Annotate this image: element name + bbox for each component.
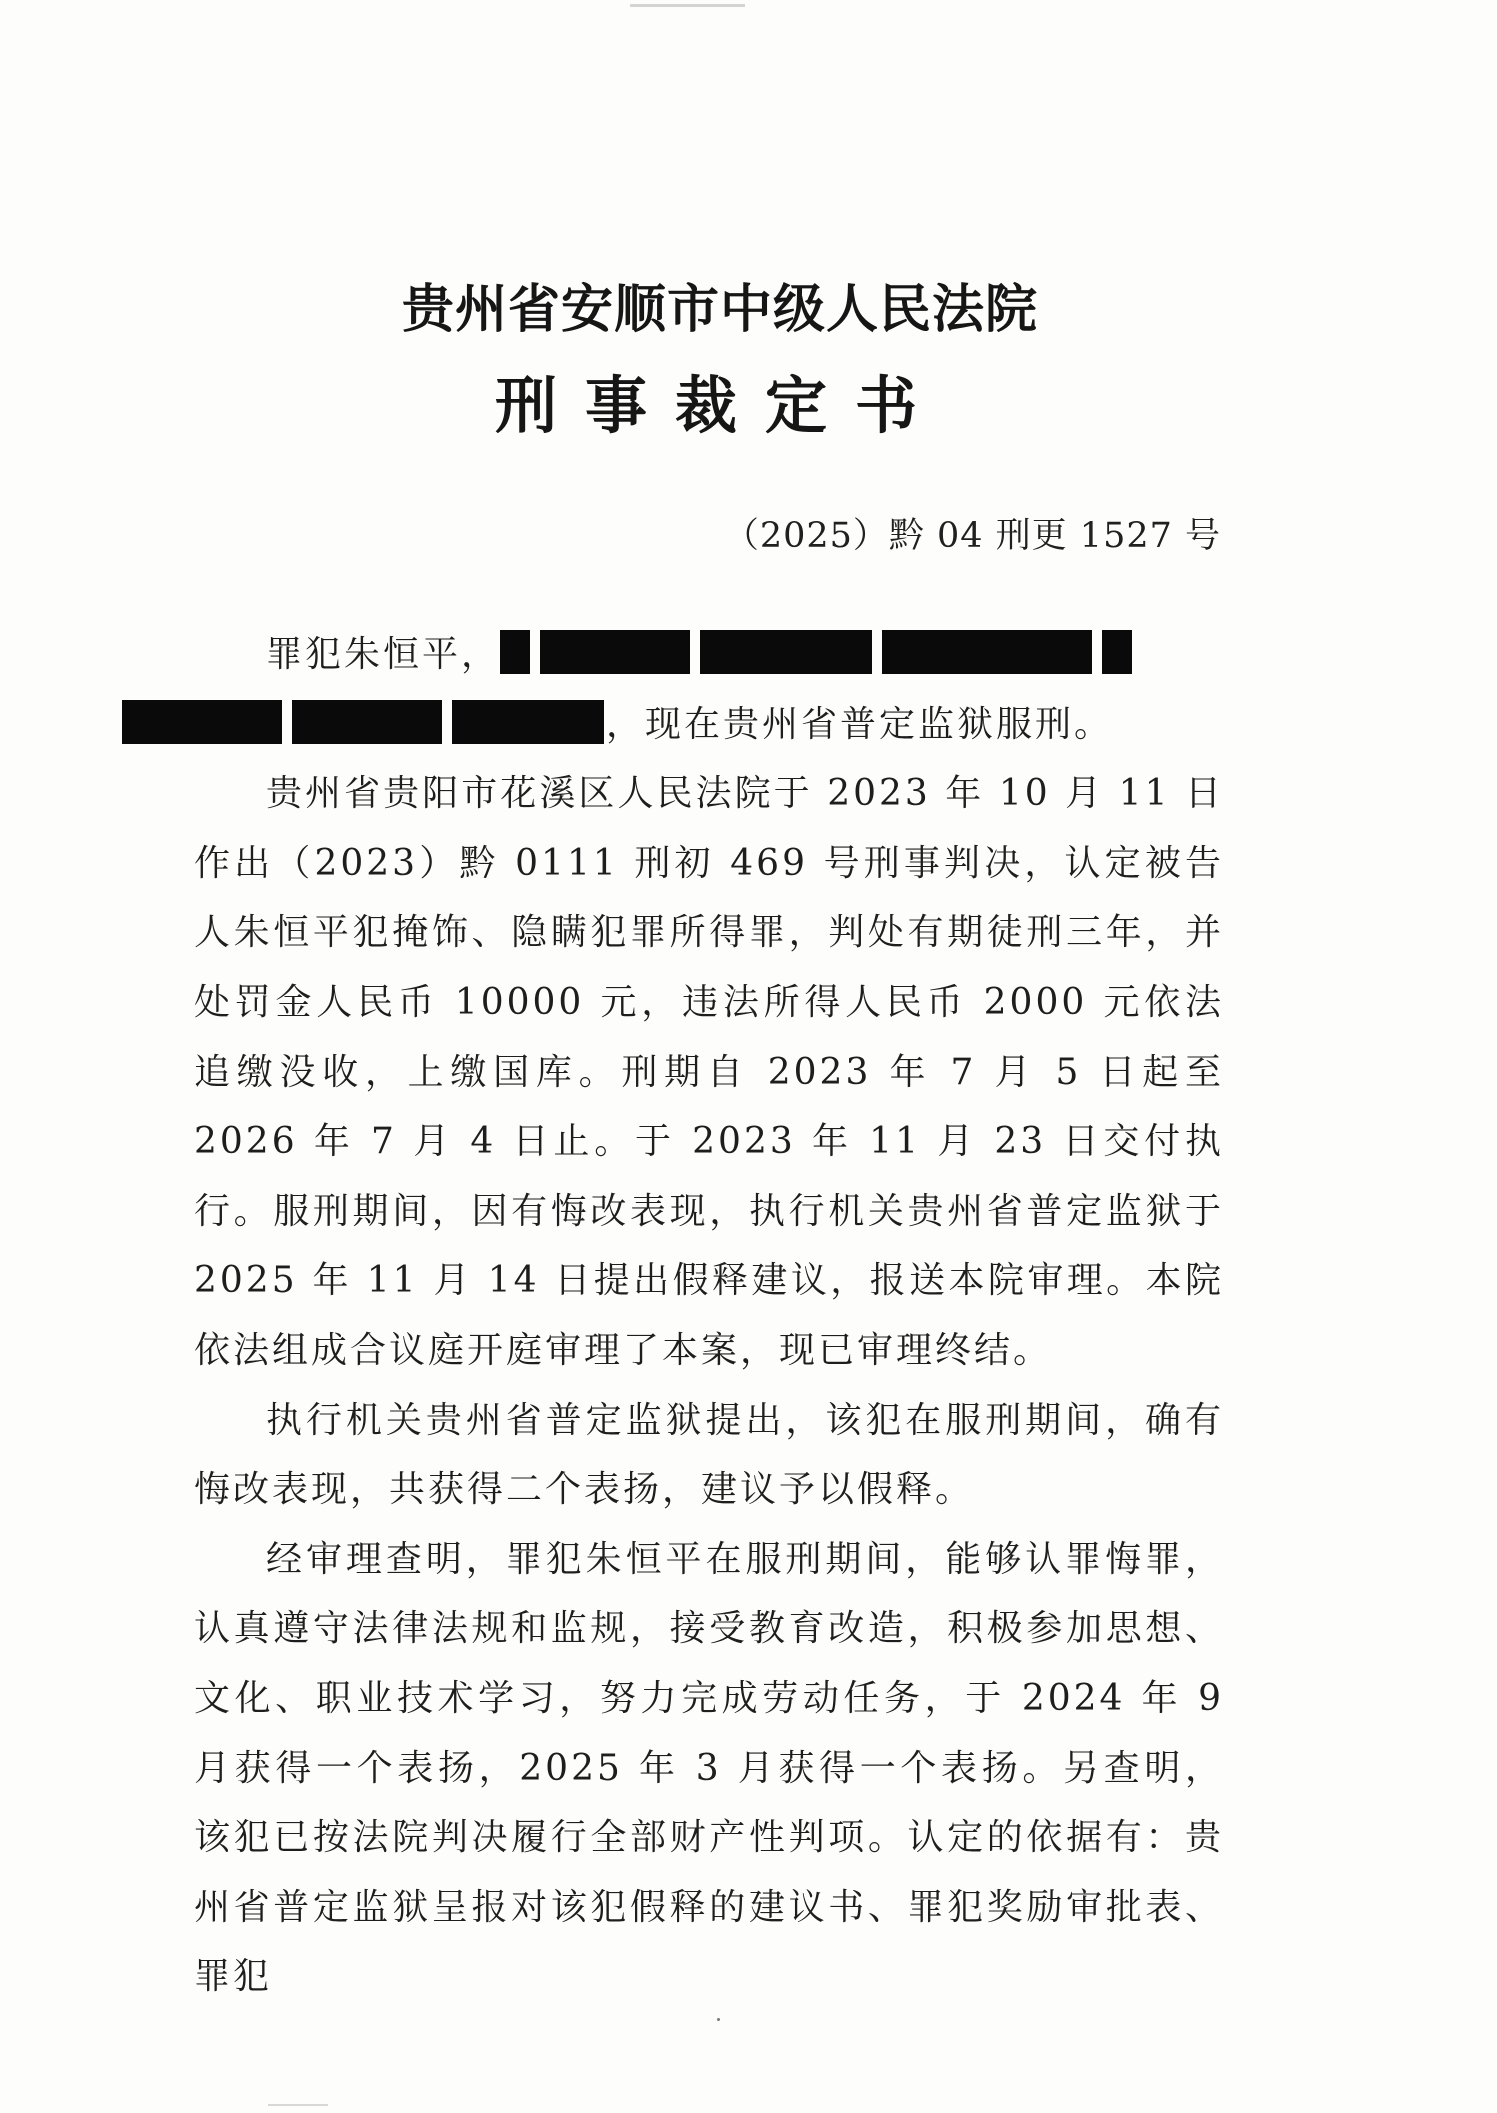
redaction-block: [540, 630, 690, 674]
offender-intro: 罪犯朱恒平，: [266, 634, 501, 675]
paragraph-offender-info: [194, 620, 1224, 759]
paragraph-judgment-history: 贵州省贵阳市花溪区人民法院于 2023 年 10 月 11 日作出（2023）黔 0111 刑初 469 号刑事判决，认定被告人朱恒平犯掩饰、隐瞒犯罪所得罪，判处有期徒刑三年，并处罚金人民币 10000 元，违法所得人民币 2000 元依法追缴没收，上缴国库。刑期自 2023 年 7 月 5 日起至 2026 年 7 月 4 日止。于 2023 年 11 月 23 日交付执行。服刑期间，因有悔改表现，执行机关贵州省普定监狱于 2025 年 11 月 14 日提出假释建议，报送本院审理。本院依法组成合议庭开庭审理了本案，现已审理终结。: [194, 773, 1224, 1371]
document-title: 刑事裁定书: [494, 369, 945, 442]
redaction-block: [122, 700, 282, 744]
scan-artifact-top: [630, 4, 745, 7]
case-number: （2025）黔 04 刑更 1527 号: [723, 516, 1221, 556]
redaction-block: [500, 630, 530, 674]
redaction-block: [452, 700, 604, 744]
redaction-block: [292, 700, 442, 744]
redaction-block: [700, 630, 872, 674]
scan-artifact-dot: [717, 2018, 720, 2021]
paragraph-findings: 经审理查明，罪犯朱恒平在服刑期间，能够认罪悔罪，认真遵守法律法规和监规，接受教育改造，积极参加思想、文化、职业技术学习，努力完成劳动任务，于 2024 年 9 月获得一个表扬，2025 年 3 月获得一个表扬。另查明，该犯已按法院判决履行全部财产性判项。认定的依据有：贵州省普定监狱呈报对该犯假释的建议书、罪犯奖励审批表、罪犯: [194, 1538, 1224, 1998]
redaction-block: [1102, 630, 1132, 674]
paragraph-parole-proposal: 执行机关贵州省普定监狱提出，该犯在服刑期间，确有悔改表现，共获得二个表扬，建议予以假释。: [194, 1399, 1224, 1511]
document-body: [194, 620, 1224, 2012]
court-name: 贵州省安顺市中级人民法院: [401, 280, 1038, 340]
scan-artifact-bottom: [268, 2104, 328, 2106]
redaction-block: [882, 630, 1092, 674]
offender-location: ，现在贵州省普定监狱服刑。: [606, 703, 1114, 745]
